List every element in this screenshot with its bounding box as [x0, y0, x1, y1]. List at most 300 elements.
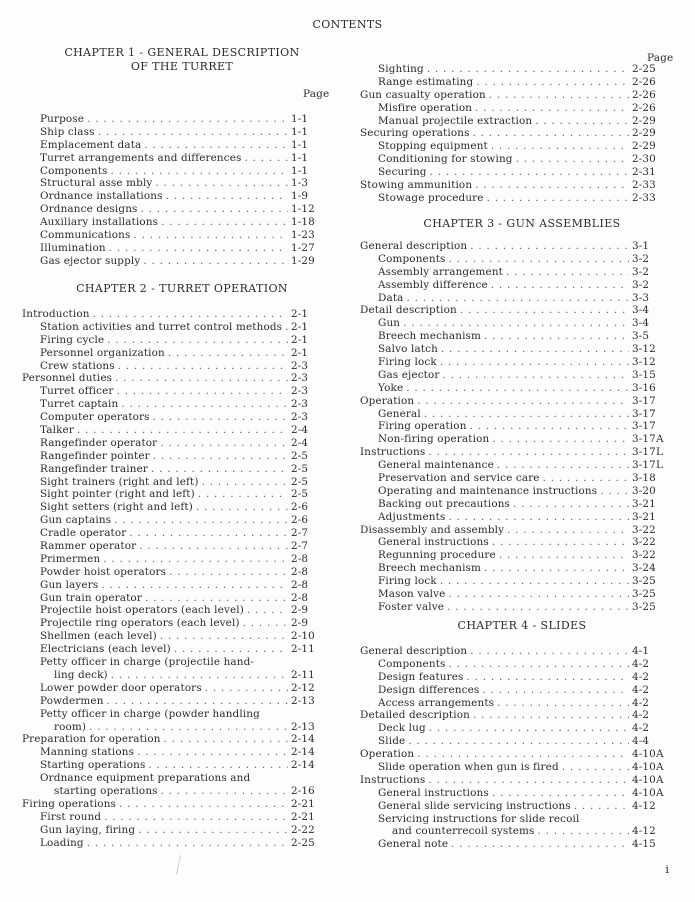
toc-entry[interactable] — [22, 592, 337, 605]
dot-leader — [93, 308, 288, 321]
dot-leader — [161, 785, 288, 798]
toc-entry[interactable] — [360, 395, 678, 408]
dot-leader — [484, 562, 629, 575]
toc-entry-page: 3-17A — [632, 433, 664, 446]
toc-entry-title: General slide servicing instructions — [378, 799, 571, 812]
toc-entry[interactable] — [22, 113, 337, 126]
toc-entry-title: Talker — [40, 424, 74, 437]
toc-entry[interactable] — [360, 76, 678, 89]
dot-leader — [101, 579, 288, 592]
toc-entry[interactable] — [360, 813, 678, 826]
toc-entry[interactable] — [22, 501, 337, 514]
dot-leader — [160, 437, 288, 450]
toc-entry[interactable] — [22, 617, 337, 630]
dot-leader — [202, 476, 288, 489]
dot-leader — [574, 800, 629, 813]
toc-entry-title: Yoke — [378, 381, 404, 394]
toc-entry[interactable] — [360, 825, 678, 838]
page-column-label-right: Page — [647, 52, 674, 64]
toc-entry-page: 3-25 — [632, 600, 656, 613]
toc-entry-title: Gas ejector — [378, 368, 440, 381]
toc-entry-page: 2-8 — [291, 565, 309, 578]
toc-entry[interactable] — [22, 604, 337, 617]
scan-smudge — [176, 855, 181, 875]
toc-entry-title: Operation — [360, 748, 415, 761]
dot-leader — [139, 540, 288, 553]
dot-leader — [497, 697, 629, 710]
dot-leader — [535, 115, 629, 128]
toc-entry-title: Purpose — [40, 113, 85, 125]
toc-entry-title: General — [378, 407, 421, 420]
toc-entry[interactable] — [22, 656, 337, 669]
toc-entry[interactable] — [22, 398, 337, 411]
toc-entry-page: 3-21 — [632, 510, 656, 523]
toc-entry[interactable] — [22, 682, 337, 695]
toc-entry[interactable] — [22, 308, 337, 321]
toc-entry-title: Structural asse mbly — [40, 177, 153, 190]
toc-entry-title: Assembly arrangement — [378, 265, 504, 278]
toc-entry[interactable] — [360, 549, 678, 562]
toc-entry[interactable] — [22, 643, 337, 656]
toc-entry-page: 3-5 — [632, 330, 650, 343]
toc-entry-page: 2-7 — [291, 527, 309, 540]
toc-entry[interactable] — [360, 446, 678, 459]
dot-leader — [155, 177, 288, 190]
toc-entry-title: Design differences — [378, 683, 480, 696]
chapter-3-toc — [360, 240, 678, 614]
toc-entry-title: Primermen — [40, 552, 101, 565]
toc-entry[interactable] — [360, 536, 678, 549]
toc-entry-title: Electricians (each level) — [40, 643, 171, 656]
toc-entry-page: 4-2 — [632, 696, 650, 709]
dot-leader — [143, 255, 288, 268]
dot-leader — [137, 746, 288, 759]
dot-leader — [492, 787, 629, 800]
toc-entry[interactable] — [360, 562, 678, 575]
toc-entry[interactable] — [22, 837, 337, 850]
toc-entry[interactable] — [22, 450, 337, 463]
toc-entry[interactable] — [360, 408, 678, 421]
toc-entry-page: 2-30 — [632, 153, 656, 166]
toc-entry[interactable] — [22, 463, 337, 476]
toc-entry[interactable] — [22, 488, 337, 501]
dot-leader — [119, 798, 288, 811]
dot-leader — [448, 511, 629, 524]
toc-entry-page: 2-3 — [291, 385, 309, 398]
toc-entry[interactable] — [360, 356, 678, 369]
toc-entry[interactable] — [360, 684, 678, 697]
toc-entry-title: Projectile ring operators (each level) — [40, 617, 240, 630]
toc-entry-title: Servicing instructions for slide recoil — [378, 812, 580, 825]
toc-entry-page: 3-3 — [632, 291, 650, 304]
toc-entry-page: 2-10 — [291, 630, 315, 643]
toc-entry-title: Gas ejector supply — [40, 254, 141, 267]
toc-entry-page: 2-6 — [291, 501, 309, 514]
toc-entry[interactable] — [360, 304, 678, 317]
toc-entry-title: First round — [40, 810, 102, 823]
toc-entry[interactable] — [360, 253, 678, 266]
toc-entry[interactable] — [360, 838, 678, 851]
toc-entry[interactable] — [360, 658, 678, 671]
dot-leader — [441, 343, 629, 356]
toc-entry-title: Personnel organization — [40, 346, 165, 359]
toc-entry[interactable] — [360, 420, 678, 433]
toc-entry[interactable] — [22, 372, 337, 385]
toc-entry-title: Backing out precautions — [378, 497, 511, 510]
dot-leader — [77, 424, 288, 437]
toc-entry[interactable] — [22, 334, 337, 347]
toc-entry-title: General note — [378, 838, 449, 851]
toc-entry-title: Rangefinder operator — [40, 436, 158, 449]
toc-entry-title: Illumination — [40, 241, 106, 254]
toc-entry[interactable] — [360, 697, 678, 710]
toc-entry-title: Firing operation — [378, 420, 467, 433]
toc-entry[interactable] — [360, 153, 678, 166]
dot-leader — [516, 153, 629, 166]
chapter-1-heading-line1: CHAPTER 1 - GENERAL DESCRIPTION — [64, 46, 300, 59]
chapter-1-heading — [32, 46, 332, 74]
toc-entry-page: 2-25 — [632, 63, 656, 75]
toc-entry[interactable] — [360, 575, 678, 588]
toc-entry[interactable] — [22, 255, 337, 268]
toc-entry-title: Computer operators — [40, 411, 150, 424]
toc-entry-title: Ordnance designs — [40, 203, 138, 216]
toc-entry[interactable] — [360, 459, 678, 472]
toc-entry-title: Powdermen — [40, 694, 104, 707]
toc-entry[interactable] — [22, 540, 337, 553]
dot-leader — [247, 604, 288, 617]
toc-entry[interactable] — [360, 343, 678, 356]
toc-entry[interactable] — [22, 579, 337, 592]
toc-entry[interactable] — [360, 369, 678, 382]
toc-entry-page: 2-21 — [291, 797, 315, 810]
dot-leader — [443, 369, 629, 382]
toc-entry[interactable] — [360, 127, 678, 140]
toc-entry-page: 3-22 — [632, 549, 656, 562]
dot-leader — [145, 592, 288, 605]
toc-entry[interactable] — [360, 774, 678, 787]
toc-entry-title: Station activities and turret control methods — [40, 320, 283, 333]
toc-entry-title: Cradle operator — [40, 527, 127, 540]
toc-entry[interactable] — [22, 321, 337, 334]
toc-entry-page: 3-2 — [632, 278, 650, 291]
toc-entry[interactable] — [360, 735, 678, 748]
toc-entry-page: 2-26 — [632, 75, 656, 88]
toc-entry-page: 1-1 — [291, 138, 309, 151]
toc-entry-page: 4-2 — [632, 670, 650, 683]
toc-entry[interactable] — [360, 292, 678, 305]
toc-entry[interactable] — [360, 330, 678, 343]
toc-entry-title: Projectile hoist operators (each level) — [40, 604, 244, 617]
toc-entry-title: General description — [360, 645, 468, 657]
toc-entry[interactable] — [22, 708, 337, 721]
dot-leader — [489, 89, 629, 102]
toc-entry-page: 3-22 — [632, 536, 656, 549]
toc-entry[interactable] — [22, 190, 337, 203]
toc-entry[interactable] — [360, 63, 678, 76]
toc-entry[interactable] — [360, 511, 678, 524]
chapter-1-heading-line2: OF THE TURRET — [130, 60, 234, 73]
toc-entry[interactable] — [360, 279, 678, 292]
toc-entry-page: 1-12 — [291, 203, 315, 216]
toc-entry[interactable] — [360, 645, 678, 658]
toc-entry[interactable] — [22, 785, 337, 798]
dot-leader — [460, 304, 629, 317]
dot-leader — [499, 549, 629, 562]
toc-entry-page: 3-17 — [632, 394, 656, 407]
toc-entry[interactable] — [22, 721, 337, 734]
dot-leader — [111, 165, 288, 178]
toc-entry[interactable] — [360, 588, 678, 601]
toc-entry[interactable] — [360, 192, 678, 205]
dot-leader — [424, 408, 629, 421]
toc-entry[interactable] — [360, 524, 678, 537]
toc-entry[interactable] — [22, 824, 337, 837]
toc-entry-title: Sight setters (right and left) — [40, 501, 193, 514]
toc-entry-page: 3-20 — [632, 484, 656, 497]
toc-entry[interactable] — [360, 89, 678, 102]
dot-leader — [538, 825, 629, 838]
toc-entry-title: Slide operation when gun is fired — [378, 761, 559, 774]
dot-leader — [153, 411, 288, 424]
toc-entry[interactable] — [22, 527, 337, 540]
toc-entry-page: 2-13 — [291, 694, 315, 707]
toc-entry[interactable] — [22, 229, 337, 242]
toc-entry-page: 2-1 — [291, 320, 309, 333]
toc-entry-page: 2-8 — [291, 578, 309, 591]
toc-entry[interactable] — [360, 317, 678, 330]
toc-entry-title: Shellmen (each level) — [40, 630, 157, 643]
dot-leader — [491, 279, 629, 292]
toc-entry[interactable] — [22, 566, 337, 579]
toc-entry-page: 4-10A — [632, 748, 664, 761]
dot-leader — [87, 113, 288, 126]
dot-leader — [467, 671, 629, 684]
toc-entry-title: Ship class — [40, 125, 95, 138]
dot-leader — [417, 748, 629, 761]
toc-entry[interactable] — [22, 203, 337, 216]
toc-entry[interactable] — [22, 126, 337, 139]
toc-entry-page: 3-25 — [632, 588, 656, 601]
toc-entry-page: 2-5 — [291, 488, 309, 501]
dot-leader — [121, 398, 288, 411]
toc-entry-title: Detail description — [360, 304, 457, 317]
toc-entry[interactable] — [360, 601, 678, 614]
toc-entry-title: Rangefinder pointer — [40, 449, 150, 462]
toc-entry-title: Design features — [378, 670, 464, 683]
toc-entry-page: 2-3 — [291, 372, 309, 385]
toc-entry-title: General maintenance — [378, 459, 494, 472]
toc-entry[interactable] — [22, 669, 337, 682]
chapter-3-heading: CHAPTER 3 - GUN ASSEMBLIES — [423, 217, 621, 230]
toc-entry[interactable] — [22, 360, 337, 373]
page-number: i — [665, 863, 669, 876]
toc-entry-page: 3-12 — [632, 343, 656, 356]
toc-entry[interactable] — [360, 266, 678, 279]
toc-entry[interactable] — [360, 709, 678, 722]
toc-entry[interactable] — [22, 772, 337, 785]
toc-entry-title: Components — [378, 657, 446, 670]
toc-entry[interactable] — [22, 476, 337, 489]
toc-entry[interactable] — [360, 140, 678, 153]
toc-entry[interactable] — [22, 514, 337, 527]
dot-leader — [117, 385, 289, 398]
toc-entry-title: Auxiliary installations — [40, 216, 159, 229]
toc-entry-page: 2-8 — [291, 591, 309, 604]
toc-entry[interactable] — [22, 385, 337, 398]
toc-entry-page: 2-9 — [291, 604, 309, 617]
toc-entry-page: 3-25 — [632, 575, 656, 588]
toc-entry-title: Misfire operation — [378, 101, 473, 114]
toc-entry-title: Stowing ammunition — [360, 179, 473, 192]
toc-entry-title: Breech mechanism — [378, 562, 482, 575]
toc-entry-title: Conditioning for stowing — [378, 153, 513, 166]
toc-entry[interactable] — [360, 671, 678, 684]
dot-leader — [114, 514, 288, 527]
toc-entry-title: Manual projectile extraction — [378, 114, 533, 127]
toc-entry-title: General instructions — [378, 536, 489, 549]
toc-entry-title: room) — [54, 720, 87, 733]
toc-entry[interactable] — [22, 746, 337, 759]
toc-entry[interactable] — [22, 177, 337, 190]
dot-leader — [169, 566, 288, 579]
toc-entry[interactable] — [22, 437, 337, 450]
toc-entry[interactable] — [360, 485, 678, 498]
toc-entry[interactable] — [360, 115, 678, 128]
toc-entry-page: 2-3 — [291, 411, 309, 424]
toc-entry-page: 2-5 — [291, 449, 309, 462]
toc-entry-page: 1-1 — [291, 151, 309, 164]
toc-entry[interactable] — [360, 800, 678, 813]
toc-entry[interactable] — [22, 139, 337, 152]
toc-entry[interactable] — [360, 179, 678, 192]
toc-entry-page: 2-14 — [291, 759, 315, 772]
toc-entry[interactable] — [22, 216, 337, 229]
dot-leader — [484, 330, 629, 343]
toc-entry[interactable] — [360, 433, 678, 446]
toc-entry-title: Regunning procedure — [378, 549, 496, 562]
toc-entry-page: 2-3 — [291, 359, 309, 372]
dot-leader — [428, 774, 629, 787]
dot-leader — [198, 488, 288, 501]
dot-leader — [205, 682, 288, 695]
toc-entry[interactable] — [360, 761, 678, 774]
toc-entry-title: Assembly difference — [378, 278, 488, 291]
toc-entry[interactable] — [360, 498, 678, 511]
toc-entry[interactable] — [22, 733, 337, 746]
dot-leader — [476, 76, 629, 89]
dot-leader — [285, 321, 288, 334]
dot-leader — [129, 527, 288, 540]
toc-entry-page: 2-11 — [291, 643, 315, 656]
toc-entry[interactable] — [22, 630, 337, 643]
toc-entry-title: Components — [40, 164, 108, 177]
toc-entry[interactable] — [22, 411, 337, 424]
toc-entry[interactable] — [22, 347, 337, 360]
toc-entry-title: Adjustments — [378, 510, 446, 523]
dot-leader — [118, 360, 288, 373]
toc-entry[interactable] — [360, 722, 678, 735]
toc-entry-page: 2-1 — [291, 346, 309, 359]
toc-entry-page: 2-31 — [632, 166, 656, 179]
chapter-2-toc-left — [22, 308, 337, 849]
toc-entry-page: 3-16 — [632, 381, 656, 394]
toc-entry[interactable] — [360, 472, 678, 485]
toc-entry[interactable] — [22, 424, 337, 437]
toc-entry[interactable] — [360, 787, 678, 800]
toc-entry[interactable] — [360, 382, 678, 395]
toc-entry-page: 2-6 — [291, 514, 309, 527]
toc-entry[interactable] — [22, 811, 337, 824]
dot-leader — [138, 824, 288, 837]
toc-entry-title: Lower powder door operators — [40, 681, 202, 694]
toc-entry[interactable] — [22, 165, 337, 178]
toc-entry-title: Disassembly and assembly — [360, 523, 505, 536]
toc-entry-title: Components — [378, 252, 446, 265]
toc-entry-page: 2-21 — [291, 810, 315, 823]
toc-entry-page: 2-5 — [291, 462, 309, 475]
toc-entry-page: 2-7 — [291, 540, 309, 553]
dot-leader — [543, 472, 629, 485]
dot-leader — [161, 216, 288, 229]
toc-entry-title: Ordnance equipment preparations and — [40, 772, 251, 785]
toc-entry-page: 3-12 — [632, 356, 656, 369]
toc-entry[interactable] — [22, 759, 337, 772]
dot-leader — [492, 433, 629, 446]
toc-entry-title: Slide — [378, 735, 406, 748]
toc-entry-page: 3-17 — [632, 420, 656, 433]
dot-leader — [174, 643, 288, 656]
toc-entry[interactable] — [22, 553, 337, 566]
toc-entry-page: 3-17L — [632, 446, 663, 459]
chapter-2-heading: CHAPTER 2 - TURRET OPERATION — [76, 282, 288, 295]
toc-entry-title: Starting operations — [40, 759, 146, 772]
toc-entry-page: 3-17 — [632, 407, 656, 420]
toc-entry[interactable] — [360, 240, 678, 253]
toc-entry-title: Turret arrangements and differences — [40, 151, 242, 164]
toc-entry-title: Rangefinder trainer — [40, 462, 148, 475]
toc-entry-page: 4-12 — [632, 825, 656, 838]
dot-leader — [470, 420, 629, 433]
toc-entry-page: 2-8 — [291, 552, 309, 565]
dot-leader — [166, 190, 288, 203]
dot-leader — [562, 761, 629, 774]
dot-leader — [406, 382, 629, 395]
toc-entry-page: 3-22 — [632, 523, 656, 536]
chapter-4-toc — [360, 645, 678, 851]
dot-leader — [475, 102, 629, 115]
toc-entry-title: Securing operations — [360, 127, 470, 140]
toc-entry-title: Emplacement data — [40, 138, 142, 151]
toc-entry[interactable] — [360, 748, 678, 761]
toc-entry[interactable] — [22, 152, 337, 165]
chapter-1-toc — [22, 113, 337, 268]
toc-entry[interactable] — [360, 102, 678, 115]
dot-leader — [447, 601, 629, 614]
toc-entry-page: 2-12 — [291, 681, 315, 694]
toc-entry[interactable] — [360, 166, 678, 179]
dot-leader — [429, 722, 629, 735]
toc-entry-title: and counterrecoil systems — [392, 825, 535, 838]
toc-entry[interactable] — [22, 242, 337, 255]
toc-entry-page: 3-2 — [632, 252, 650, 265]
dot-leader — [427, 63, 629, 76]
chapter-2-toc-right — [360, 63, 678, 205]
toc-entry[interactable] — [22, 695, 337, 708]
toc-entry[interactable] — [22, 798, 337, 811]
toc-entry-title: Instructions — [360, 446, 426, 459]
toc-entry-title: Breech mechanism — [378, 330, 482, 343]
